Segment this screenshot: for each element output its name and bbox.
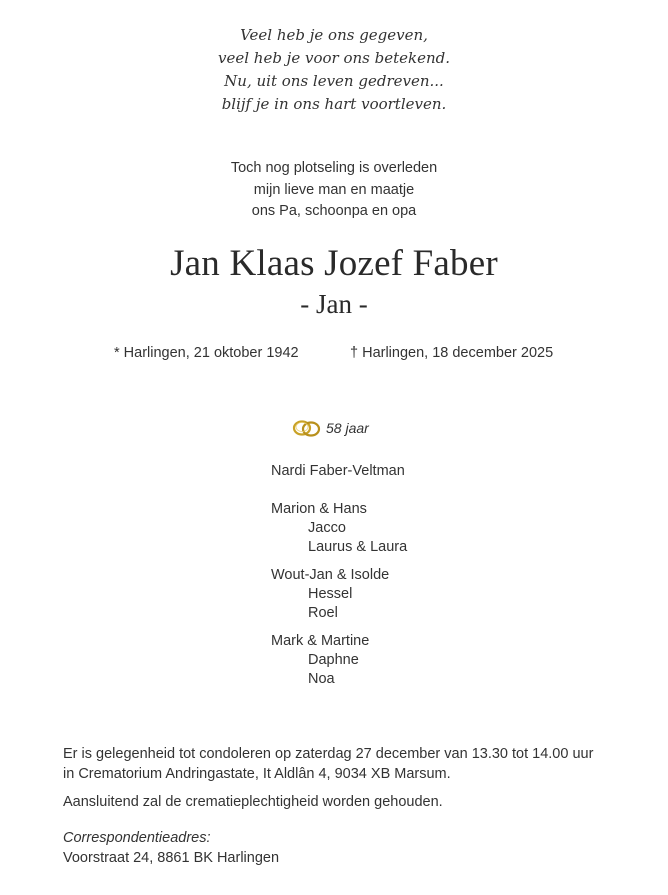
family-group bbox=[271, 632, 407, 689]
birth-info: * Harlingen, 21 oktober 1942 bbox=[114, 345, 299, 361]
family-parents: Mark & Martine bbox=[271, 633, 370, 649]
ceremony-info: Aansluitend zal de crematieplechtigheid worden gehouden. bbox=[63, 794, 443, 810]
announcement-intro bbox=[0, 158, 668, 223]
marriage-info bbox=[292, 418, 369, 438]
grandchild-name: Hessel bbox=[308, 586, 353, 602]
grandchild-name: Noa bbox=[308, 671, 335, 687]
poem-line: veel heb je voor ons betekend. bbox=[217, 49, 450, 67]
correspondence-label: Correspondentieadres: bbox=[63, 830, 211, 846]
deceased-nickname: - Jan - bbox=[300, 289, 368, 319]
intro-line: mijn lieve man en maatje bbox=[253, 181, 415, 198]
correspondence-address: Voorstraat 24, 8861 BK Harlingen bbox=[63, 850, 280, 866]
grandchild-name: Jacco bbox=[308, 520, 346, 536]
intro-line: ons Pa, schoonpa en opa bbox=[251, 203, 417, 219]
grandchild-name: Laurus & Laura bbox=[308, 539, 408, 555]
wedding-rings-icon bbox=[292, 418, 322, 438]
marriage-years: 58 jaar bbox=[326, 420, 369, 436]
practical-info bbox=[63, 744, 623, 868]
spouse-name: Nardi Faber-Veltman bbox=[271, 463, 405, 479]
family-parents: Wout-Jan & Isolde bbox=[271, 567, 390, 583]
condolence-line: Er is gelegenheid tot condoleren op zaterdag 27 december van 13.30 tot 14.00 uur bbox=[63, 746, 594, 762]
family-parents: Marion & Hans bbox=[271, 501, 367, 517]
poem-line: blijf je in ons hart voortleven. bbox=[221, 95, 447, 113]
family-group bbox=[271, 566, 407, 623]
deceased-name: Jan Klaas Jozef Faber bbox=[170, 243, 498, 284]
family-list bbox=[271, 462, 407, 698]
condolence-location: in Crematorium Andringastate, It Aldlân 4, 9034 XB Marsum. bbox=[63, 766, 451, 782]
poem bbox=[0, 24, 668, 116]
poem-line: Nu, uit ons leven gedreven... bbox=[224, 72, 444, 90]
family-group bbox=[271, 500, 407, 557]
poem-line: Veel heb je ons gegeven, bbox=[240, 26, 428, 44]
death-info: † Harlingen, 18 december 2025 bbox=[350, 345, 554, 361]
intro-line: Toch nog plotseling is overleden bbox=[230, 160, 438, 176]
grandchild-name: Daphne bbox=[308, 652, 359, 668]
grandchild-name: Roel bbox=[308, 605, 338, 621]
